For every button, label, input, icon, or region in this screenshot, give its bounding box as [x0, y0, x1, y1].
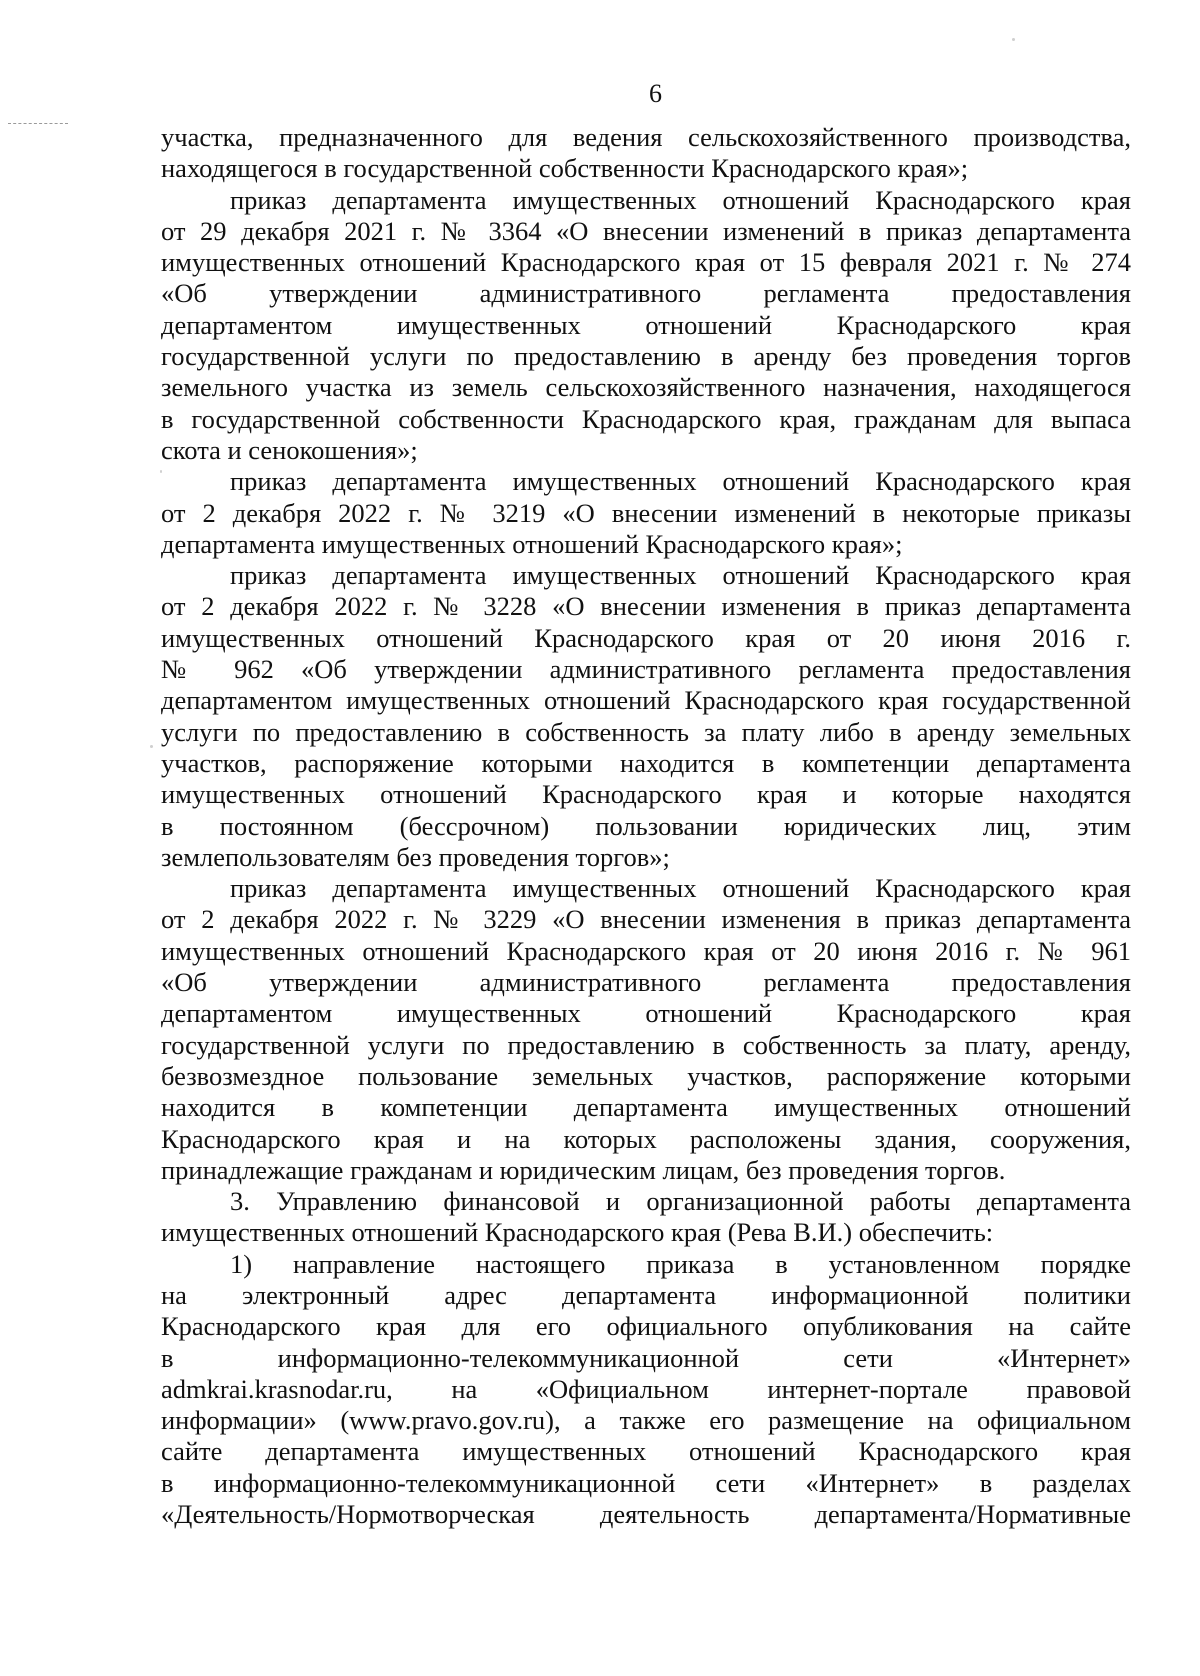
- text-line: в постоянном (бессрочном) пользовании юридических лиц, этим: [161, 810, 1131, 841]
- text-line: участков, распоряжение которыми находится в компетенции департамента: [161, 747, 1131, 778]
- text-line: admkrai.krasnodar.ru, на «Официальном интернет-портале правовой: [161, 1373, 1131, 1404]
- paragraph: [161, 466, 1131, 560]
- text-line: Краснодарского края для его официального опубликования на сайте: [161, 1311, 1131, 1342]
- text-line: услуги по предоставлению в собственность за плату либо в аренду земельных: [161, 716, 1131, 747]
- text-line: департаментом имущественных отношений Краснодарского края государственной: [161, 685, 1131, 716]
- text-line: от 29 декабря 2021 г. № 3364 «О внесении изменений в приказ департамента: [161, 215, 1131, 246]
- paragraph: [161, 185, 1131, 467]
- text-line: «Деятельность/Нормотворческая деятельность департамента/Нормативные: [161, 1499, 1131, 1530]
- text-line: находящегося в государственной собственности Краснодарского края»;: [161, 153, 969, 184]
- scan-artifact-line: [8, 123, 68, 124]
- text-line: на электронный адрес департамента информационной политики: [161, 1279, 1131, 1310]
- text-line: № 962 «Об утверждении административного регламента предоставления: [161, 654, 1131, 685]
- scan-speck: [150, 745, 153, 748]
- text-line: приказ департамента имущественных отношений Краснодарского края: [230, 184, 1131, 215]
- text-line: имущественных отношений Краснодарского края и которые находятся: [161, 779, 1131, 810]
- text-line: от 2 декабря 2022 г. № 3229 «О внесении изменения в приказ департамента: [161, 904, 1131, 935]
- text-line: от 2 декабря 2022 г. № 3228 «О внесении изменения в приказ департамента: [161, 591, 1131, 622]
- text-line: в государственной собственности Краснодарского края, гражданам для выпаса: [161, 403, 1131, 434]
- text-line: Краснодарского края и на которых расположены здания, сооружения,: [161, 1123, 1131, 1154]
- text-line: департаментом имущественных отношений Краснодарского края: [161, 998, 1131, 1029]
- text-line: «Об утверждении административного регламента предоставления: [161, 278, 1131, 309]
- text-line: информации» (www.pravo.gov.ru), а также его размещение на официальном: [161, 1405, 1131, 1436]
- text-line: имущественных отношений Краснодарского края от 20 июня 2016 г.: [161, 622, 1131, 653]
- paragraph: [161, 1249, 1131, 1531]
- text-line: приказ департамента имущественных отношений Краснодарского края: [230, 873, 1131, 904]
- text-line: 1) направление настоящего приказа в установленном порядке: [230, 1248, 1131, 1279]
- paragraph: [161, 122, 1131, 185]
- text-line: приказ департамента имущественных отношений Краснодарского края: [230, 466, 1131, 497]
- scan-speck: [1012, 38, 1015, 41]
- text-line: приказ департамента имущественных отношений Краснодарского края: [230, 560, 1131, 591]
- text-line: принадлежащие гражданам и юридическим лицам, без проведения торгов.: [161, 1154, 1006, 1185]
- paragraph: [161, 873, 1131, 1186]
- text-line: участка, предназначенного для ведения сельскохозяйственного производства,: [161, 122, 1131, 152]
- text-line: государственной услуги по предоставлению в собственность за плату, аренду,: [161, 1029, 1131, 1060]
- text-line: в информационно-телекоммуникационной сети «Интернет» в разделах: [161, 1467, 1131, 1498]
- page-number: 6: [649, 79, 662, 108]
- text-line: безвозмездное пользование земельных участков, распоряжение которыми: [161, 1060, 1131, 1091]
- text-line: в информационно-телекоммуникационной сети «Интернет»: [161, 1342, 1131, 1373]
- text-line: департамента имущественных отношений Краснодарского края»;: [161, 528, 903, 559]
- document-body: [161, 122, 1131, 1530]
- text-line: сайте департамента имущественных отношений Краснодарского края: [161, 1436, 1131, 1467]
- text-line: 3. Управлению финансовой и организационной работы департамента: [230, 1186, 1131, 1217]
- paragraph: [161, 560, 1131, 873]
- text-line: государственной услуги по предоставлению в аренду без проведения торгов: [161, 341, 1131, 372]
- text-line: находится в компетенции департамента имущественных отношений: [161, 1092, 1131, 1123]
- text-line: «Об утверждении административного регламента предоставления: [161, 967, 1131, 998]
- text-line: от 2 декабря 2022 г. № 3219 «О внесении изменений в некоторые приказы: [161, 497, 1131, 528]
- paragraph: [161, 1186, 1131, 1249]
- text-line: имущественных отношений Краснодарского края от 20 июня 2016 г. № 961: [161, 935, 1131, 966]
- text-line: земельного участка из земель сельскохозяйственного назначения, находящегося: [161, 372, 1131, 403]
- text-line: департаментом имущественных отношений Краснодарского края: [161, 309, 1131, 340]
- text-line: скота и сенокошения»;: [161, 434, 418, 465]
- text-line: имущественных отношений Краснодарского края от 15 февраля 2021 г. № 274: [161, 247, 1131, 278]
- text-line: землепользователям без проведения торгов»;: [161, 841, 670, 872]
- text-line: имущественных отношений Краснодарского края (Рева В.И.) обеспечить:: [161, 1217, 994, 1248]
